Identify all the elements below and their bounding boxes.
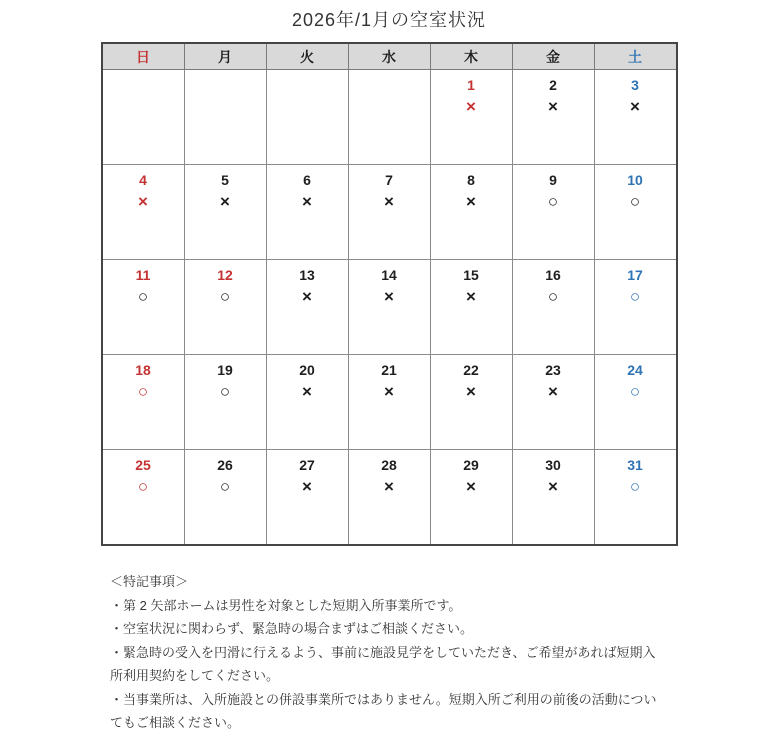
calendar-day-cell — [594, 70, 677, 165]
availability-symbol: × — [302, 477, 312, 496]
availability-symbol: ○ — [547, 192, 559, 211]
availability-symbol: ○ — [629, 287, 641, 306]
availability-symbol — [267, 98, 348, 116]
day-number: 13 — [299, 267, 315, 283]
weekday-header-mon: 月 — [184, 43, 266, 70]
calendar-day-cell — [266, 450, 348, 546]
availability-symbol: ○ — [219, 287, 231, 306]
availability-symbol: ○ — [219, 477, 231, 496]
calendar-week-row — [102, 260, 677, 355]
day-number: 26 — [217, 457, 233, 473]
day-number: 12 — [217, 267, 233, 283]
day-number: 29 — [463, 457, 479, 473]
calendar-day-cell — [102, 70, 185, 165]
day-number: 18 — [135, 362, 151, 378]
day-number — [267, 77, 348, 93]
calendar-day-cell — [102, 450, 185, 546]
day-number: 19 — [217, 362, 233, 378]
weekday-header-wed: 水 — [348, 43, 430, 70]
weekday-header-sat: 土 — [594, 43, 677, 70]
availability-symbol: × — [466, 192, 476, 211]
day-number — [349, 77, 430, 93]
calendar-day-cell — [430, 355, 512, 450]
day-number: 27 — [299, 457, 315, 473]
calendar-day-cell — [348, 70, 430, 165]
calendar-week-row — [102, 355, 677, 450]
calendar-day-cell — [430, 450, 512, 546]
calendar-day-cell — [594, 450, 677, 546]
notes-section — [110, 570, 668, 735]
calendar-day-cell — [184, 260, 266, 355]
availability-calendar — [101, 42, 678, 546]
calendar-day-cell — [102, 355, 185, 450]
day-number: 22 — [463, 362, 479, 378]
calendar-day-cell — [102, 165, 185, 260]
availability-symbol: ○ — [137, 382, 149, 401]
availability-symbol: × — [466, 477, 476, 496]
calendar-day-cell — [348, 450, 430, 546]
availability-symbol: ○ — [629, 477, 641, 496]
availability-symbol: × — [548, 477, 558, 496]
availability-symbol: × — [548, 97, 558, 116]
day-number: 1 — [467, 77, 475, 93]
day-number — [103, 77, 184, 93]
note-item: ・緊急時の受入を円滑に行えるよう、事前に施設見学をしていただき、ご希望があれば短期入所利用契約をしてください。 — [110, 644, 656, 683]
page-title: 2026年/1月の空室状況 — [291, 10, 487, 30]
calendar-day-cell — [348, 260, 430, 355]
day-number: 9 — [549, 172, 557, 188]
day-number: 3 — [631, 77, 639, 93]
note-item: ・空室状況に関わらず、緊急時の場合まずはご相談ください。 — [110, 621, 473, 636]
note-item: ・当事業所は、入所施設との併設事業所ではありません。短期入所ご利用の前後の活動についてもご相談ください。 — [110, 691, 657, 730]
calendar-week-row — [102, 70, 677, 165]
calendar-day-cell — [512, 355, 594, 450]
calendar-day-cell — [594, 165, 677, 260]
availability-symbol: × — [384, 382, 394, 401]
day-number: 24 — [627, 362, 643, 378]
availability-symbol — [349, 98, 430, 116]
availability-symbol: × — [466, 382, 476, 401]
day-number: 2 — [549, 77, 557, 93]
day-number: 21 — [381, 362, 397, 378]
day-number: 10 — [627, 172, 643, 188]
weekday-header-sun: 日 — [102, 43, 185, 70]
calendar-week-row — [102, 165, 677, 260]
calendar-day-cell — [512, 70, 594, 165]
weekday-header-fri: 金 — [512, 43, 594, 70]
availability-symbol: × — [220, 192, 230, 211]
calendar-week-row — [102, 450, 677, 546]
calendar-day-cell — [512, 165, 594, 260]
availability-symbol: ○ — [219, 382, 231, 401]
day-number: 15 — [463, 267, 479, 283]
availability-symbol — [103, 98, 184, 116]
calendar-day-cell — [594, 355, 677, 450]
availability-symbol: × — [548, 382, 558, 401]
day-number: 31 — [627, 457, 643, 473]
day-number: 20 — [299, 362, 315, 378]
calendar-day-cell — [266, 165, 348, 260]
note-item: ・第 2 矢部ホームは男性を対象とした短期入所事業所です。 — [110, 597, 462, 613]
day-number: 23 — [545, 362, 561, 378]
weekday-header-row — [102, 43, 677, 70]
availability-symbol: × — [302, 192, 312, 211]
day-number: 17 — [627, 267, 643, 283]
calendar-day-cell — [184, 355, 266, 450]
availability-symbol — [185, 98, 266, 116]
calendar-day-cell — [512, 260, 594, 355]
availability-symbol: × — [302, 287, 312, 306]
availability-symbol: ○ — [137, 477, 149, 496]
availability-symbol: × — [466, 287, 476, 306]
availability-symbol: ○ — [629, 192, 641, 211]
day-number: 4 — [139, 172, 147, 188]
calendar-day-cell — [430, 260, 512, 355]
availability-symbol: × — [384, 287, 394, 306]
availability-symbol: × — [630, 97, 640, 116]
calendar-day-cell — [184, 70, 266, 165]
availability-symbol: × — [466, 97, 476, 116]
day-number: 25 — [135, 457, 151, 473]
availability-symbol: ○ — [629, 382, 641, 401]
availability-symbol: × — [138, 192, 148, 211]
weekday-header-thu: 木 — [430, 43, 512, 70]
availability-symbol: ○ — [137, 287, 149, 306]
calendar-day-cell — [348, 165, 430, 260]
calendar-day-cell — [512, 450, 594, 546]
day-number: 30 — [545, 457, 561, 473]
calendar-day-cell — [266, 70, 348, 165]
day-number: 14 — [381, 267, 397, 283]
calendar-day-cell — [266, 260, 348, 355]
calendar-day-cell — [266, 355, 348, 450]
day-number: 7 — [385, 172, 393, 188]
notes-heading: ＜特記事項＞ — [110, 574, 189, 589]
day-number: 16 — [545, 267, 561, 283]
calendar-day-cell — [348, 355, 430, 450]
calendar-day-cell — [430, 165, 512, 260]
calendar-day-cell — [430, 70, 512, 165]
availability-symbol: ○ — [547, 287, 559, 306]
day-number: 5 — [221, 172, 229, 188]
day-number: 28 — [381, 457, 397, 473]
day-number: 6 — [303, 172, 311, 188]
weekday-header-tue: 火 — [266, 43, 348, 70]
calendar-day-cell — [184, 450, 266, 546]
day-number — [185, 77, 266, 93]
availability-symbol: × — [302, 382, 312, 401]
calendar-day-cell — [102, 260, 185, 355]
availability-symbol: × — [384, 192, 394, 211]
day-number: 11 — [135, 267, 151, 283]
day-number: 8 — [467, 172, 475, 188]
availability-symbol: × — [384, 477, 394, 496]
calendar-day-cell — [594, 260, 677, 355]
calendar-day-cell — [184, 165, 266, 260]
